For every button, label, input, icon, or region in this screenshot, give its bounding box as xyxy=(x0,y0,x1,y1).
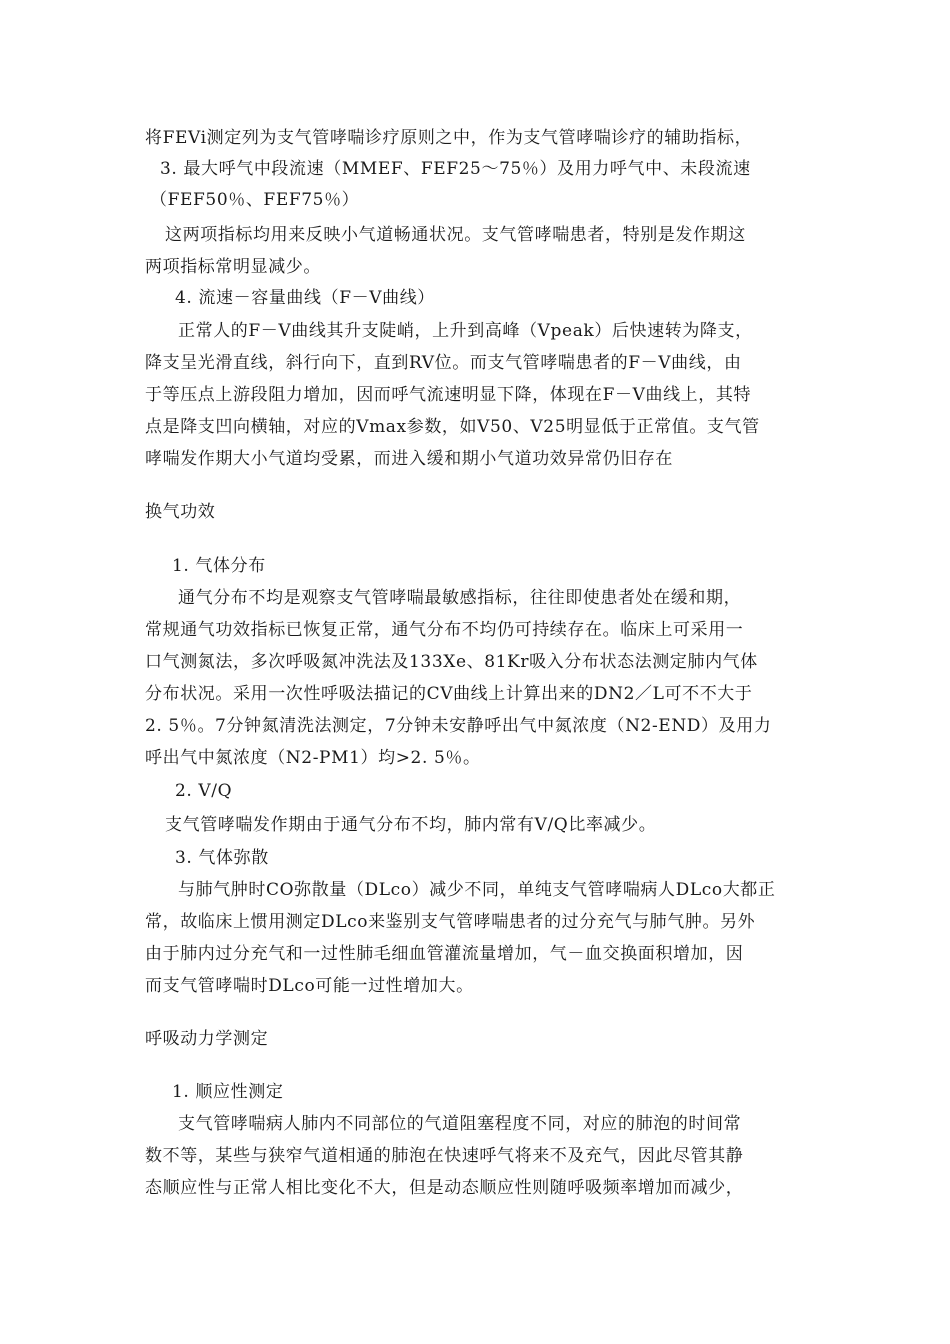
section-heading: 呼吸动力学测定 xyxy=(145,1029,269,1049)
text-line: 与肺气肿时CO弥散量（DLco）减少不同，单纯支气管哮喘病人DLco大都正 xyxy=(178,880,776,900)
text-line: 两项指标常明显减少。 xyxy=(145,257,321,277)
text-line: 数不等，某些与狭窄气道相通的肺泡在快速呼气将来不及充气，因此尽管其静 xyxy=(145,1146,744,1166)
text-line: 支气管哮喘发作期由于通气分布不均，肺内常有V/Q比率减少。 xyxy=(165,815,657,835)
text-line: 常，故临床上惯用测定DLco来鉴别支气管哮喘患者的过分充气与肺气肿。另外 xyxy=(145,912,756,932)
section-heading: 换气功效 xyxy=(145,502,216,522)
list-item-heading: 2. V/Q xyxy=(175,781,233,801)
list-item-heading: 4. 流速－容量曲线（F－V曲线） xyxy=(175,288,435,308)
text-line: 而支气管哮喘时DLco可能一过性增加大。 xyxy=(145,976,474,996)
list-item-heading: 1. 气体分布 xyxy=(172,556,266,576)
text-line: 分布状况。采用一次性呼吸法描记的CV曲线上计算出来的DN2／L可不不大于 xyxy=(145,684,753,704)
list-item-heading: 3. 最大呼气中段流速（MMEF、FEF25～75％）及用力呼气中、未段流速 xyxy=(160,159,751,179)
text-line: 正常人的F－V曲线其升支陡峭，上升到高峰（Vpeak）后快速转为降支， xyxy=(178,321,753,341)
text-line: 2. 5％。7分钟氮清洗法测定，7分钟未安静呼出气中氮浓度（N2-END）及用力 xyxy=(145,716,772,736)
text-line: 于等压点上游段阻力增加，因而呼气流速明显下降，体现在F－V曲线上，其特 xyxy=(145,385,752,405)
text-line: （FEF50％、FEF75％） xyxy=(150,190,360,210)
text-line: 哮喘发作期大小气道均受累，而进入缓和期小气道功效异常仍旧存在 xyxy=(145,449,673,469)
list-item-heading: 1. 顺应性测定 xyxy=(172,1082,284,1102)
text-line: 降支呈光滑直线，斜行向下，直到RV位。而支气管哮喘患者的F－V曲线，由 xyxy=(145,353,742,373)
list-item-heading: 3. 气体弥散 xyxy=(175,848,269,868)
text-line: 将FEVi测定列为支气管哮喘诊疗原则之中，作为支气管哮喘诊疗的辅助指标， xyxy=(145,128,753,148)
text-line: 态顺应性与正常人相比变化不大，但是动态顺应性则随呼吸频率增加而减少， xyxy=(145,1178,744,1198)
text-line: 口气测氮法，多次呼吸氮冲洗法及133Xe、81Kr吸入分布状态法测定肺内气体 xyxy=(145,652,758,672)
text-line: 呼出气中氮浓度（N2-PM1）均>2. 5％。 xyxy=(145,748,481,768)
text-line: 通气分布不均是观察支气管哮喘最敏感指标，往往即使患者处在缓和期， xyxy=(178,588,742,608)
text-line: 点是降支凹向横轴，对应的Vmax参数，如V50、V25明显低于正常值。支气管 xyxy=(145,417,760,437)
text-line: 由于肺内过分充气和一过性肺毛细血管灌流量增加，气－血交换面积增加，因 xyxy=(145,944,744,964)
text-line: 这两项指标均用来反映小气道畅通状况。支气管哮喘患者，特别是发作期这 xyxy=(165,225,746,245)
text-line: 支气管哮喘病人肺内不同部位的气道阻塞程度不同，对应的肺泡的时间常 xyxy=(178,1114,742,1134)
text-line: 常规通气功效指标已恢复正常，通气分布不均仍可持续存在。临床上可采用一 xyxy=(145,620,744,640)
